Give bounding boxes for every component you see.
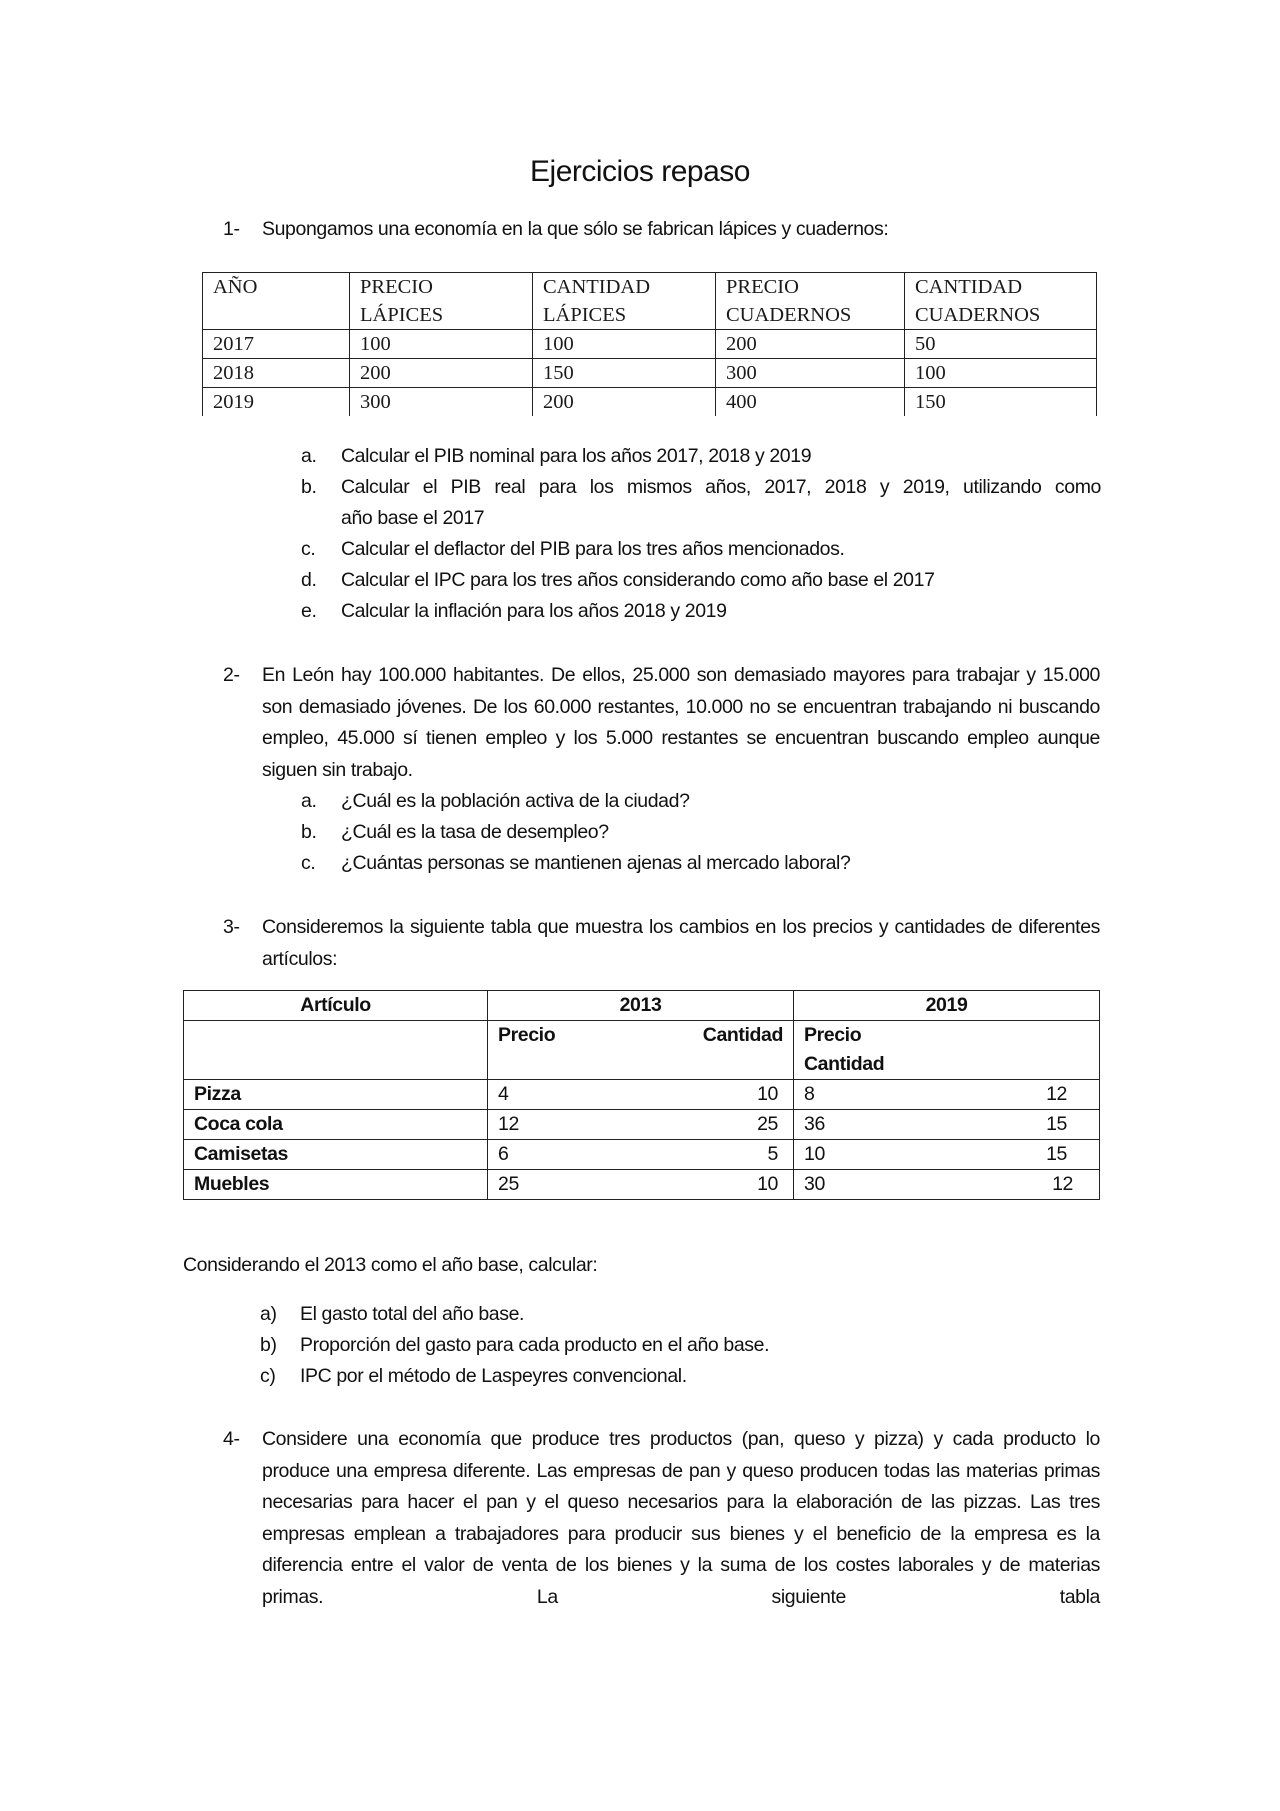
table-cell: 100 bbox=[533, 330, 716, 359]
question-number: 2- bbox=[223, 664, 240, 686]
instructions-text: Considerando el 2013 como el año base, calcular: bbox=[183, 1254, 598, 1276]
table-cell: 300 bbox=[350, 388, 533, 417]
table-row bbox=[184, 1170, 1100, 1200]
table-cell: 36 15 bbox=[794, 1110, 1100, 1140]
question-number: 3- bbox=[223, 916, 240, 938]
table-header-row bbox=[203, 273, 1097, 330]
table-cell: Pizza bbox=[184, 1080, 488, 1110]
table-row bbox=[203, 388, 1097, 417]
header-cell bbox=[184, 1021, 488, 1080]
question-text: En León hay 100.000 habitantes. De ellos, 25.000 son demasiado mayores para trabajar y 15.000 son demasiado jóvenes. De los 60.000 restantes, 10.000 no se encuentran trabajando ni buscando empleo, 45.000 sí tienen empleo y los 5.000 restantes se encuentran buscando empleo aunque siguen sin trabajo. bbox=[262, 664, 1100, 781]
table-cell: 150 bbox=[533, 359, 716, 388]
table-cell: 200 bbox=[350, 359, 533, 388]
table-row bbox=[203, 359, 1097, 388]
table-row bbox=[184, 1080, 1100, 1110]
table-header-row bbox=[184, 991, 1100, 1021]
header-cell: PRECIO CUADERNOS bbox=[716, 273, 905, 330]
header-cell: CANTIDAD CUADERNOS bbox=[905, 273, 1097, 330]
table-cell: 12 25 bbox=[488, 1110, 794, 1140]
table-cell: 100 bbox=[350, 330, 533, 359]
question-text: Supongamos una economía en la que sólo se fabrican lápices y cuadernos: bbox=[262, 218, 889, 240]
table-cell: 25 10 bbox=[488, 1170, 794, 1200]
header-cell: PRECIO LÁPICES bbox=[350, 273, 533, 330]
table-cell: 2017 bbox=[203, 330, 350, 359]
table-cell: 50 bbox=[905, 330, 1097, 359]
document-title: Ejercicios repaso bbox=[530, 155, 750, 188]
table-cell: 400 bbox=[716, 388, 905, 417]
table-row bbox=[184, 1140, 1100, 1170]
question-number: 1- bbox=[223, 218, 240, 240]
table-cell: Camisetas bbox=[184, 1140, 488, 1170]
table-cell: 30 12 bbox=[794, 1170, 1100, 1200]
question-number: 4- bbox=[223, 1428, 240, 1450]
table-cell: 200 bbox=[533, 388, 716, 417]
header-cell: Artículo bbox=[184, 991, 488, 1021]
header-cell: 2019 bbox=[794, 991, 1100, 1021]
prices-quantities-table bbox=[183, 990, 1100, 1200]
table-cell: 2019 bbox=[203, 388, 350, 417]
table-cell: 200 bbox=[716, 330, 905, 359]
header-cell: 2013 bbox=[488, 991, 794, 1021]
table-cell: 8 12 bbox=[794, 1080, 1100, 1110]
header-cell: CANTIDAD LÁPICES bbox=[533, 273, 716, 330]
table-row bbox=[184, 1110, 1100, 1140]
table-row bbox=[203, 330, 1097, 359]
header-cell: AÑO bbox=[203, 273, 350, 330]
question-text: Considere una economía que produce tres productos (pan, queso y pizza) y cada producto lo produce una empresa diferente. Las empresas de pan y queso producen todas las materias primas necesarias para hacer el pan y el queso necesarios para la elaboración de las pizzas. Las tres empresas emplean a trabajadores para producir sus bienes y el beneficio de la empresa es la diferencia entre el valor de venta de los bienes y la suma de los costes laborales y de materias primas. La siguiente tabla bbox=[262, 1428, 1100, 1608]
table-cell: 10 15 bbox=[794, 1140, 1100, 1170]
table-cell: 150 bbox=[905, 388, 1097, 417]
header-cell: Precio Cantidad bbox=[488, 1021, 794, 1080]
table-cell: 100 bbox=[905, 359, 1097, 388]
production-table bbox=[202, 272, 1097, 416]
table-cell: 4 10 bbox=[488, 1080, 794, 1110]
table-cell: 300 bbox=[716, 359, 905, 388]
table-cell: 2018 bbox=[203, 359, 350, 388]
header-cell: Precio Cantidad bbox=[794, 1021, 1100, 1080]
table-subheader-row bbox=[184, 1021, 1100, 1080]
table-cell: 6 5 bbox=[488, 1140, 794, 1170]
table-cell: Muebles bbox=[184, 1170, 488, 1200]
document-page: Ejercicios repaso 1- Supongamos una economía en la que sólo se fabrican lápices y cuadernos: AÑO PRECIO LÁPICES CANTIDAD LÁPICES PRECIO CUADERNOS CANTIDAD CUADERNOS 2017 100 100 200 50 2018 200 150 300 100 2019 300 200 400 150 a. Calcular el PIB nominal para los años 2017, 2018 y 2019 b. Calcular el PIB real para los mismos años, 2017, 2018 y 2019, utilizando como año base el 2017 c. Calcular el deflactor del PIB para los tres años mencionados. d. Calcular el IPC para los tres años considerando como año base el 2017 e. Calcular la inflación para los años 2018 y 2019 2- En León hay 100.000 habitantes. De ellos, 25.000 son demasiado mayores para trabajar y 15.000 son demasiado jóvenes. De los 60.000 restantes, 10.000 no se encuentran trabajando ni buscando empleo, 45.000 sí tienen empleo y los 5.000 restantes se encuentran buscando empleo aunque siguen sin trabajo. a. ¿Cuál es la población activa de la ciudad? b. ¿Cuál es la tasa de desempleo? c. ¿Cuántas personas se mantienen ajenas al mercado laboral? 3- Consideremos la siguiente tabla que muestra los cambios en los precios y cantidades de diferentes artículos: Artículo 2013 2019 Precio Cantidad Precio Cantidad Pizza 4 10 8 12 Coca cola 12 25 36 15 Camisetas 6 5 10 15 Muebles 25 10 30 12 Considerando el 2013 como el año base, calcular: a) El gasto total del año base. b) Proporción del gasto para cada producto en el año base. c) IPC por el método de Laspeyres convencional. 4- Considere una economía que produce tres productos (pan, queso y pizza) y cada producto lo produce una empresa diferente. Las empresas de pan y queso producen todas las materias primas necesarias para hacer el pan y el queso necesarios para la elaboración de las pizzas. Las tres empresas emplean a trabajadores para producir sus bienes y el beneficio de la empresa es la diferencia entre el valor de venta de los bienes y la suma de los costes laborales y de materias primas. La siguiente tabla bbox=[0, 0, 1280, 1811]
table-cell: Coca cola bbox=[184, 1110, 488, 1140]
question-text: Consideremos la siguiente tabla que muestra los cambios en los precios y cantidades de diferentes artículos: bbox=[262, 916, 1100, 970]
